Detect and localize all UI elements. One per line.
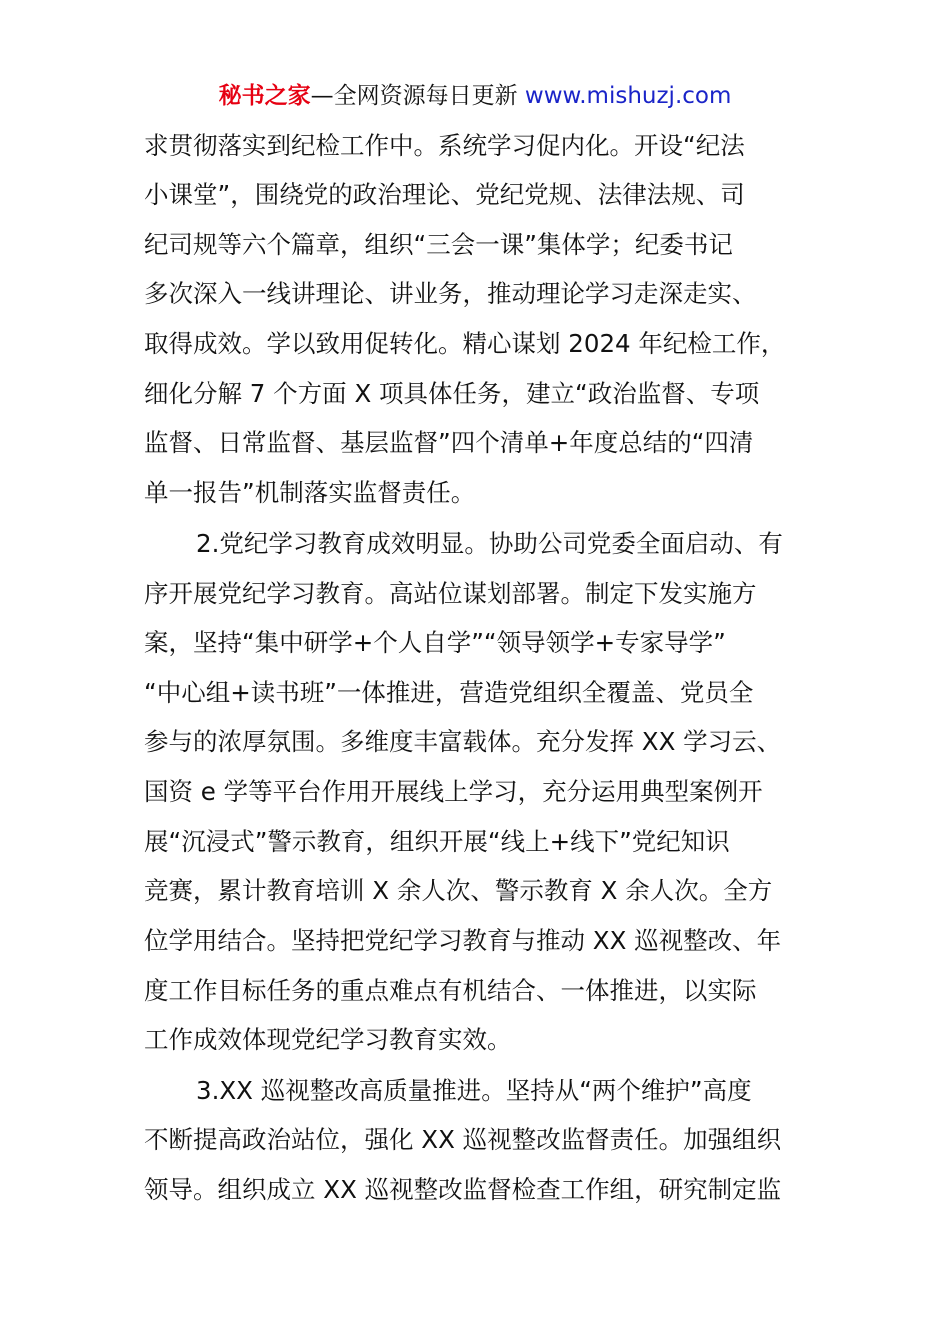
- text-line: 不断提高政治站位，强化 XX 巡视整改监督责任。加强组织: [144, 1125, 782, 1154]
- text-line: 求贯彻落实到纪检工作中。系统学习促内化。开设“纪法: [144, 131, 745, 160]
- site-url[interactable]: www.mishuzj.com: [524, 83, 732, 109]
- text-line: 细化分解 7 个方面 X 项具体任务，建立“政治监督、专项: [144, 379, 760, 408]
- text-line: 度工作目标任务的重点难点有机结合、一体推进，以实际: [144, 976, 757, 1005]
- text-line: 竞赛，累计教育培训 X 余人次、警示教育 X 余人次。全方: [144, 876, 773, 905]
- paragraph-heading-2: 2.党纪学习教育成效明显。协助公司党委全面启动、有: [196, 529, 783, 558]
- text-line: 展“沉浸式”警示教育，组织开展“线上+线下”党纪知识: [144, 827, 730, 856]
- header-tagline: —全网资源每日更新: [310, 83, 525, 109]
- text-line: 参与的浓厚氛围。多维度丰富载体。充分发挥 XX 学习云、: [144, 727, 782, 756]
- text-line: 工作成效体现党纪学习教育实效。: [144, 1025, 512, 1054]
- text-line: 纪司规等六个篇章，组织“三会一课”集体学；纪委书记: [144, 230, 733, 259]
- text-line: “中心组+读书班”一体推进，营造党组织全覆盖、党员全: [144, 678, 754, 707]
- text-line: 多次深入一线讲理论、讲业务，推动理论学习走深走实、: [144, 279, 757, 308]
- paragraph-heading-3: 3.XX 巡视整改高质量推进。坚持从“两个维护”高度: [196, 1076, 752, 1105]
- text-line: 序开展党纪学习教育。高站位谋划部署。制定下发实施方: [144, 579, 757, 608]
- text-line: 单一报告”机制落实监督责任。: [144, 478, 476, 507]
- text-line: 取得成效。学以致用促转化。精心谋划 2024 年纪检工作，: [144, 329, 786, 358]
- brand-name: 秘书之家: [218, 83, 311, 109]
- text-line: 领导。组织成立 XX 巡视整改监督检查工作组，研究制定监: [144, 1175, 782, 1204]
- text-line: 国资 e 学等平台作用开展线上学习，充分运用典型案例开: [144, 777, 763, 806]
- text-line: 案，坚持“集中研学+个人自学”“领导领学+专家导学”: [144, 628, 726, 657]
- text-line: 小课堂”，围绕党的政治理论、党纪党规、法律法规、司: [144, 180, 745, 209]
- text-line: 监督、日常监督、基层监督”四个清单+年度总结的“四清: [144, 428, 754, 457]
- text-line: 位学用结合。坚持把党纪学习教育与推动 XX 巡视整改、年: [144, 926, 782, 955]
